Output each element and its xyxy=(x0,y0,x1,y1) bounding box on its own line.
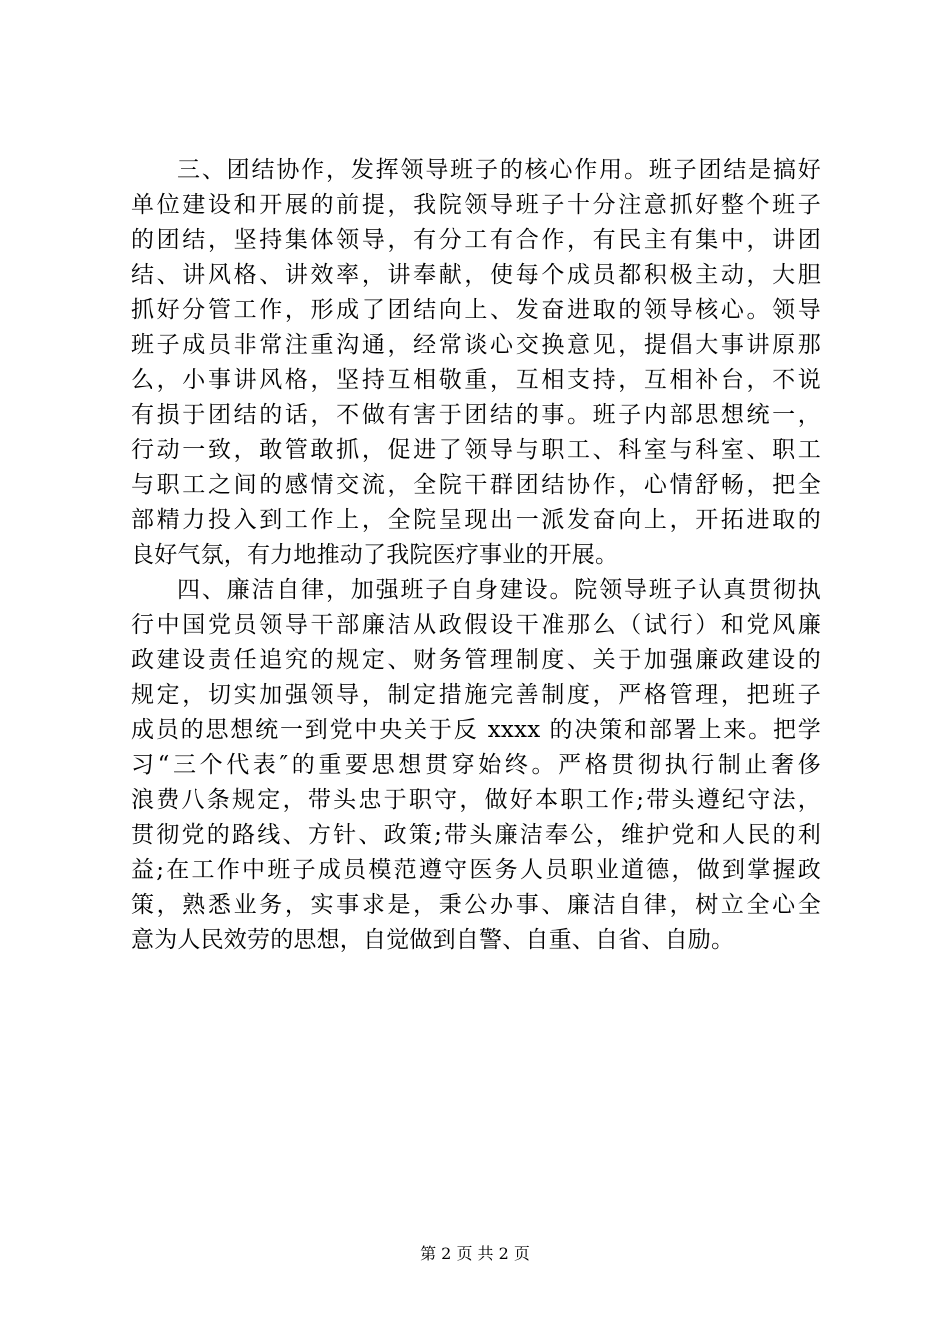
paragraph-2-line-8: 贯彻党的路线、方针、政策;带头廉洁奉公，维护党和人民的利 xyxy=(131,822,821,848)
paragraph-1-line-1: 三、团结协作，发挥领导班子的核心作用。班子团结是搞好 xyxy=(177,157,821,183)
paragraph-1-line-3: 的团结，坚持集体领导，有分工有合作，有民主有集中，讲团 xyxy=(131,227,821,253)
paragraph-1-line-6: 班子成员非常注重沟通，经常谈心交换意见，提倡大事讲原那 xyxy=(131,332,821,358)
paragraph-2-line-3: 政建设责任追究的规定、财务管理制度、关于加强廉政建设的 xyxy=(131,647,821,673)
paragraph-1-line-11: 部精力投入到工作上，全院呈现出一派发奋向上，开拓进取的 xyxy=(131,507,821,533)
paragraph-2-line-4: 规定，切实加强领导，制定措施完善制度，严格管理，把班子 xyxy=(131,682,821,708)
paragraph-1-line-7: 么，小事讲风格，坚持互相敬重，互相支持，互相补台，不说 xyxy=(131,367,821,393)
paragraph-2-line-5: 成员的思想统一到党中央关于反 xxxx 的决策和部署上来。把学 xyxy=(131,717,821,743)
paragraph-2-line-10: 策，熟悉业务，实事求是，秉公办事、廉洁自律，树立全心全 xyxy=(131,892,821,918)
paragraph-1-line-5: 抓好分管工作，形成了团结向上、发奋进取的领导核心。领导 xyxy=(131,297,821,323)
paragraph-2-line-6: 习“三个代表″的重要思想贯穿始终。严格贯彻执行制止奢侈 xyxy=(131,752,821,778)
paragraph-1-line-12: 良好气氛，有力地推动了我院医疗事业的开展。 xyxy=(131,542,619,568)
paragraph-2-line-1: 四、廉洁自律，加强班子自身建设。院领导班子认真贯彻执 xyxy=(177,577,821,603)
paragraph-2-line-9: 益;在工作中班子成员模范遵守医务人员职业道德，做到掌握政 xyxy=(131,857,821,883)
document-body xyxy=(131,153,821,958)
paragraph-2-line-11: 意为人民效劳的思想，自觉做到自警、自重、自省、自励。 xyxy=(131,927,735,953)
paragraph-2-line-7: 浪费八条规定，带头忠于职守，做好本职工作;带头遵纪守法， xyxy=(131,787,821,813)
page-number-footer: 第 2 页 共 2 页 xyxy=(420,1244,530,1263)
paragraph-1-line-2: 单位建设和开展的前提，我院领导班子十分注意抓好整个班子 xyxy=(131,192,821,218)
paragraph-2-line-2: 行中国党员领导干部廉洁从政假设干准那么（试行）和党风廉 xyxy=(131,612,821,638)
paragraph-1-line-9: 行动一致，敢管敢抓，促进了领导与职工、科室与科室、职工 xyxy=(131,437,821,463)
paragraph-1-line-10: 与职工之间的感情交流，全院干群团结协作，心情舒畅，把全 xyxy=(131,472,821,498)
paragraph-1-line-8: 有损于团结的话，不做有害于团结的事。班子内部思想统一， xyxy=(131,402,821,428)
paragraph-1-line-4: 结、讲风格、讲效率，讲奉献，使每个成员都积极主动，大胆 xyxy=(131,262,821,288)
